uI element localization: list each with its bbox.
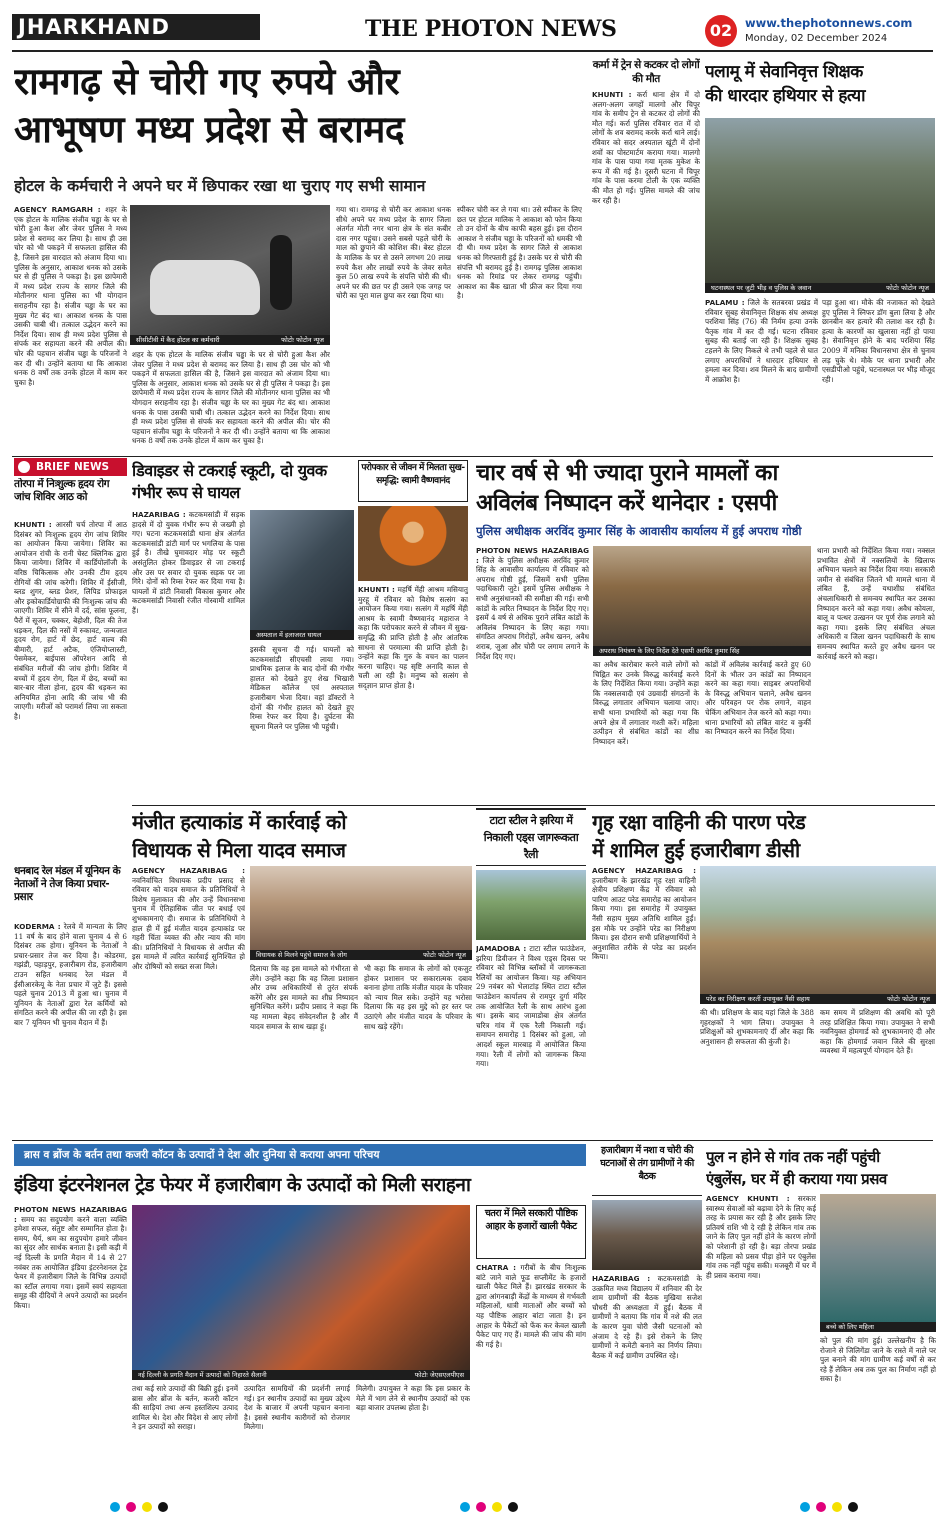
sp-headline: चार वर्ष से भी ज्यादा पुराने मामलों का अविलंब निष्पादन करें थानेदार : एसपी [476,460,778,516]
sp-photo-caption: अपराध नियंत्रण के लिए निर्देश देते एसपी अरविंद कुमार सिंह [593,646,811,656]
palamu-body-col2: पड़ा हुआ था। मौके की नजाकत को देखते हुए पुलिस ने स्निफर डॉग बुला लिया है और छानबीन कर हत्यारे की तलाश कर रही है। हत्या के कारणों का खुलासा नहीं हो पाया है। सेवानिवृत्त होने के बाद परशिया सिंह 2009 में मनिका विधानसभा क्षेत्र से चुनाव लड़ चुके थे। मौके पर थाना प्रभारी और एसडीपीओ पहुंचे, घटनास्थल पर भीड़ मौजूद रही। [822,298,935,384]
registration-mark-magenta-3 [816,1502,826,1512]
tata-headline: टाटा स्टील ने झरिया में निकाली एड्स जागरूकता रैली [483,814,579,861]
registration-mark-yellow-2 [492,1502,502,1512]
chatra-headline: चतरा में मिले सरकारी पौष्टिक आहार के हजारों खाली पैकेट [484,1208,578,1232]
lead-body-col4: स्पीकर चोरी कर ले गया था। उसे स्पीकर के लिए छत पर होटल मालिक ने आकाश को फोन किया तो उन दोनों के बीच काफी बहस हुई। इस दौरान आकाश ने संजीव चड्ढा के परिजनों को धमकी भी दी थी। मध्य प्रदेश के सागर जिले से आकाश धनक को गिरफ्तारी हुई है। उसके घर से चोरी की संपत्ति भी बरामद हुई है। रामगढ़ पुलिस आकाश धनक को रिमांड पर लेकर रामगढ़ पहुंची। आकाश का बैंक खाता भी फ्रीज कर दिया गया है। [457,205,582,301]
registration-mark-cyan-2 [460,1502,470,1512]
swami-headline: परोपकार से जीवन में मिलता सुख-समृद्धि: स्वामी वैष्णवानंद [361,463,465,486]
page-number: 02 [709,21,733,40]
brief-news-icon [18,461,30,473]
manjit-headline: मंजीत हत्याकांड में कार्रवाई को विधायक से मिला यादव समाज [132,810,347,862]
divider-body-col2: इसकी सूचना दी गई। घायलों को कटकमसांडी सीएचसी लाया गया। प्राथमिक इलाज के बाद दोनों की गंभीर हालत को देखते हुए शेख भिखारी मेडिकल कॉलेज एवं अस्पताल हजारीबाग भेजा दिया। वहां डॉक्टरों ने दोनों की गंभीर हालत को देखते हुए रिम्स रेफर कर दिया है। दुर्घटना की सूचना मिलने पर पुलिस भी पहुंची। [250,645,354,731]
lead-body [14,205,127,455]
swami-headline-box [358,460,468,502]
bridge-body-col2: को पुल की मांग हुई। उल्लेखनीय है कि रोजाने से जिलिगेंडा जाने के रास्ते में नाले पर पुल बनाने की मांग ग्रामीण कई वर्षों से कर रहे हैं लेकिन अब तक पुल का निर्माण नहीं हो सका है। [820,1336,936,1384]
trade-fair-body-col3: उत्पादित सामग्रियों की प्रदर्शनी लगाई गई। इन स्थानीय उत्पादों का मुख्य उद्देश्य देश के बाजार में अपनी पहचान बनाना है। इससे स्थानीय कारीगरों को रोजगार मिलेगा। [244,1384,350,1432]
manjit-body-col3: भी कहा कि समाज के लोगों को एकजुट होकर प्रशासन पर सकारात्मक दबाव बनाना होगा ताकि मंजीत यादव के परिवार को न्याय मिल सके। उन्होंने यह भरोसा दिलाया कि वह इस मुद्दे को हर स्तर पर उठाएंगे और मंजीत यादव के परिवार के साथ खड़े रहेंगे। [364,964,472,1031]
tata-headline-box [476,808,586,866]
manjit-body-col1: AGENCY HAZARIBAG : नवनिर्वाचित विधायक प्रदीप प्रसाद से रविवार को यादव समाज के प्रतिनिधियों ने विशेष मुलाकात की और उन्हें विधानसभा चुनाव में ऐतिहासिक जीत पर बधाई एवं शुभकामनाएं दी। समाज के प्रतिनिधियों ने हाल ही में हुई मंजीत यादव हत्याकांड पर गहरी चिंता व्यक्त की और न्याय की मांग की। प्रतिनिधियों ने विधायक से अपील की इस मामले में त्वरित कार्रवाई सुनिश्चित हो और दोषियों को सख्त सजा मिले। [132,866,245,971]
lead-headline-line2: आभूषण मध्य प्रदेश से बरामद [14,108,404,151]
masthead-rule [12,50,933,52]
palamu-headline: पलामू में सेवानिवृत्त शिक्षक की धारदार हथियार से हत्या [705,62,866,106]
lead-body-col3: गया था। रामगढ़ से चोरी कर आकाश धनक सीधे अपने घर मध्य प्रदेश के सागर जिला अंतर्गत मोती नगर थाना क्षेत्र के संत कबीर दास नगर पहुंचा। उसने सबसे पहले चोरी के माल को छुपाने की कोशिश की। बेस्ट होटल के मालिक के घर से उसने लगभग 20 लाख रुपये कैश और लाखों रुपये के जेवर समेत कुल 50 लाख रुपये के संपत्ति चोरी की थी। अपने घर की छत पर ही उसने एक जगह पर चोरी का पूरा माल छुपा कर रखा दिया था। [336,205,451,301]
trade-fair-photo-caption: नई दिल्ली के प्रगति मैदान में उत्पादों को निहारते सैलानी फोटोः जेएसएलपीएस [132,1370,470,1380]
dhanbad-body: KODERMA : रेलवे में मान्यता के लिए 11 वर्ष के बाद होने वाला चुनाव 4 से 6 दिसंबर तक होगा। यूनियन के नेताओं ने प्रचार-प्रसार तेज कर दिया है। कोडरमा, गझंडी, पहाड़पुर, हजारीबाग रोड, हजारीबाग टाउन सहित धनबाद रेल मंडल में ईसीआरकेयू के नेता प्रचार में जुटे हैं। इससे पहले चुनाव 2013 में हुआ था। चुनाव में यूनियन के नेताओं द्वारा रेल कर्मियों को संगठित करने की अपील की जा रही है। इस बार 7 यूनियन भी चुनाव मैदान में हैं। [14,922,127,1027]
chatra-body: CHATRA : गरीबों के बीच निःशुल्क बांटे जाने वाले फूड सप्लीमेंट के हजारों खाली पैकेट मिले हैं। झारखंड सरकार के द्वारा आंगनबाड़ी केंद्रों के माध्यम से गर्भवती महिलाओं, धात्री माताओं और बच्चों को यह पौष्टिक आहार बांटा जाता है। इन आहार के पैकेटों को फेंक कर केवल खाली पैकेट पाए गए हैं। मामले की जांच की मांग की गई है। [476,1263,586,1349]
bridge-photo [820,1194,936,1322]
parade-headline: गृह रक्षा वाहिनी की पारण परेड में शामिल हुई हजारीबाग डीसी [592,810,806,862]
section-label-box [12,14,260,40]
palamu-body-col1: PALAMU : जिले के सतबरवा प्रखंड में रविवार सुबह सेवानिवृत्त शिक्षक संघ अध्यक्ष परशिया सिंह (76) की निर्मम हत्या उनके पैतृक गांव में कर दी गई। घटना रविवार सुबह की बताई जा रही है। शिक्षक सुबह टहलने के लिए निकले थे तभी पहले से घात लगाए अपराधियों ने धारदार हथियार से हमला कर दिया। शव मिलने के बाद ग्रामीणों में आक्रोश है। [705,298,818,384]
registration-mark-black-2 [508,1502,518,1512]
train-body: KHUNTI : कर्रा थाना क्षेत्र में दो अलग-अलग जगहों मालगो और चिपूर गांव के समीप ट्रेन से कटकर दो लोगों की मौत गई। कर्रा पुलिस रविवार रात में दो लोगों के शव बरामद करके कर्रा थाने लाई। रविवार को सदर अस्पताल खूंटी में दोनों शवों का पोस्टमार्टम कराया गया। मालगो गांव के पास पाया गया मृतक मुकेश के रूप में की गई है। दूसरी घटना में चिपूर गांव के पास करमा टोली के एक व्यक्ति की मौत हो गई। पुलिस मामले की जांच कर रही है। [592,90,700,205]
divider-headline: डिवाइडर से टकराई स्कूटी, दो युवक गंभीर रूप से घायल [132,461,327,502]
sp-subhead: पुलिस अधीक्षक अरविंद कुमार सिंह के आवासीय कार्यालय में हुई अपराध गोष्ठी [476,524,802,538]
parade-body-col3: कम समय में प्रशिक्षण की अवधि को पूरी तरह प्रशिक्षित किया गया। उपायुक्त ने सभी नवनियुक्त होमगार्ड को शुभकामनाएं दी और कहा कि होमगार्ड जवान जिले की सुरक्षा व्यवस्था में महत्वपूर्ण योगदान देते हैं। [820,1008,935,1056]
website-link[interactable]: www.thephotonnews.com [745,16,913,30]
manjit-body-col2: दिलाया कि वह इस मामले को गंभीरता से लेंगे। उन्होंने कहा कि वह जिला प्रशासन और उच्च अधिकारियों से तुरंत संपर्क करेंगे और इस मामले का शीघ्र निष्पादन सुनिश्चित करेंगे। प्रदीप प्रसाद ने कहा कि यह मामला बेहद संवेदनशील है और मैं यादव समाज के साथ खड़ा हूं। [250,964,358,1031]
sp-body-col1: PHOTON NEWS HAZARIBAG : जिले के पुलिस अधीक्षक अरविंद कुमार सिंह के आवासीय कार्यालय में रविवार को अपराध गोष्ठी हुई, जिसमें सभी पुलिस पदाधिकारी जुटे। इसमें पुलिस अधीक्षक ने सभी अनुसंधानकों की समीक्षा की गई। सभी कांडों के त्वरित निष्पादन के निर्देश दिए गए। इसमें 4 वर्ष से अधिक पुराने लंबित कांडों के अविलंब निष्पादन के लिए कहा गया। संगठित अपराध गिरोहों, अवैध खनन, अवैध शराब, जुआ और चोरी पर लगाम लगाने के निर्देश दिए गए। [476,546,589,661]
tata-photo [476,870,586,940]
brief-news-label-box [14,458,127,476]
parade-photo [700,866,936,994]
registration-mark-cyan [110,1502,120,1512]
palamu-photo [705,118,935,283]
registration-mark-yellow-3 [832,1502,842,1512]
divider-body-col1: HAZARIBAG : कटकमसांडी में सड़क हादसे में दो युवक गंभीर रूप से जख्मी हो गए। घटना कटकमसांडी थाना क्षेत्र अंतर्गत कटकमसांडी डांटी मार्ग पर भगलिया के पास हुई है। तीखे घुमावदार मोड़ पर स्कूटी असंतुलित होकर डिवाइडर से जा टकराई और उस पर सवार दो युवक सड़क पर जा गिरे। दोनों को रिम्स रेफर कर दिया गया है। घायलों में डांटी निवासी विकास कुमार और कटकमसांडी निवासी रंजीत गोस्वामी शामिल हैं। [132,510,245,615]
person-shape [270,235,292,310]
divider-photo [250,510,354,630]
registration-mark-magenta [126,1502,136,1512]
parade-body-col1: AGENCY HAZARIBAG : हजारीबाग के झारखंड गृह रक्षा वाहिनी क्षेत्रीय प्रशिक्षण केंद्र में रविवार को पारिण आउट परेड समारोह का आयोजन किया गया। इस समारोह में उपायुक्त नैंसी सहाय मुख्य अतिथि शामिल हुईं। इस मौके पर उन्होंने परेड का निरीक्षण किया। इस दौरान सभी प्रशिक्षणार्थियों ने अनुशासित तरीके से परेड का प्रदर्शन किया। [592,866,696,962]
brief-body: KHUNTI : आरसी चर्च तोरपा में आठ दिसंबर को निःशुल्क हृदय रोग जांच शिविर का आयोजन किया जायेगा। शिविर का आयोजन रांची के रानी चेस्ट क्लिनिक द्वारा किया जायेगा। शिविर में कार्डियोलॉजी के वरिष्ठ चिकित्सक और उनकी टीम हृदय रोगियों की जांच करेगी। शिविर में ईसीजी, ब्लड शुगर, ब्लड प्रेशर, लिपिड प्रोफाइल और इकोकार्डियोग्राफी की निःशुल्क जांच की जाएगी। शिविर में सीने में दर्द, सांस फूलना, पैरों में सूजन, चक्कर, बेहोशी, दिल की तेज धड़कन, दिल की नसों में रुकावट, जन्मजात हृदय रोग, हार्ट में छेद, हार्ट वाल्व की बीमारी, हार्ट अटैक, एंजियोप्लास्टी, पेसमेकर, बाईपास ऑपरेशन आदि से संबंधित मरीजों की जांच होगी। शिविर में बच्चों में हृदय रोग, दिल में छेद, बच्चों का बार-बार नीला होना, हृदय की धड़कन का अनियमित होना आदि की जांच भी की जाएगी। मरीजों को परामर्श लिया जा सकता है। [14,520,127,721]
train-headline: कर्मा में ट्रेन से कटकर दो लोगों की मौत [592,59,700,85]
lead-headline [14,58,589,154]
brief-headline: तोरपा में निःशुल्क हृदय रोग जांच शिविर आठ को [14,478,110,503]
trade-fair-headline: इंडिया इंटरनेशनल ट्रेड फेयर में हजारीबाग के उत्पादों को मिली सराहना [14,1174,471,1196]
section-rule-1 [12,456,933,457]
registration-mark-magenta-2 [476,1502,486,1512]
nasha-headline-box [592,1144,702,1196]
tata-body: JAMADOBA : टाटा स्टील फाउंडेशन, झरिया डिवीजन ने विश्व एड्स दिवस पर रविवार को विभिन्न ब्लॉकों में जागरूकता रैलियों का आयोजन किया। यह अभियान 29 नवंबर को भेलाटांड़ स्थित टाटा स्टील फाउंडेशन कार्यालय से रामपुर दुर्गा मंदिर तक आयोजित रैली के साथ आरंभ हुआ था। इसके बाद जामाडोबा क्षेत्र अंतर्गत चरित्र गांव में एक रैली निकाली गई। समापन समारोह 1 दिसंबर को हुआ, जो आदर्श स्कूल मारबाड़ में आयोजित किया गया। रैली में लोगों को जागरूक किया गया। [476,944,586,1069]
nasha-body: HAZARIBAG : कटकमसांडी के उत्क्रमित मध्य विद्यालय में शनिवार की देर शाम ग्रामीणों की बैठक मुखिया सजेश चौधरी की अध्यक्षता में हुई। बैठक में ग्रामीणों ने बताया कि गांव में नशे की लत के कारण युवा चोरी जैसी घटनाओं को अंजाम दे रहे हैं। इसे रोकने के लिए ग्रामीणों ने कमेटी बनाने का निर्णय लिया। बैठक में कई ग्रामीण उपस्थित रहे। [592,1274,702,1360]
sp-body-col2: का अवैध कारोबार करने वाले लोगों को चिह्नित कर उनके विरुद्ध कार्रवाई करने के लिए निर्देशित किया गया। उन्होंने कहा कि नक्सलवादी एवं उग्रवादी संगठनों के विरुद्ध लगातार अभियान चलाया जाए। सभी थाना प्रभारियों को कहा गया कि अपने क्षेत्र में लगातार गश्ती करें। महिला उत्पीड़न से संबंधित कांडों का शीघ्र निष्पादन करें। [593,660,699,746]
registration-mark-black-3 [848,1502,858,1512]
swami-body: KHUNTI : महर्षि मेंही आश्रम मसियातु मुरहू में रविवार को विशेष सत्संग का आयोजन किया गया। सत्संग में महर्षि मेंही आश्रम के स्वामी वैष्णवानंद महाराज ने कहा कि परोपकार करने से जीवन में सुख-समृद्धि की प्राप्ति होती है और आंतरिक साधना से परमात्मा की प्राप्ति होती है। उन्होंने कहा कि गुरु के वचन का पालन करना चाहिए। यह सृष्टि अनादि काल से चली आ रही है। मनुष्य को सत्संग से सद्ज्ञान प्राप्त होता है। [358,585,468,690]
bridge-headline: पुल न होने से गांव तक नहीं पहुंची एंबुलेंस, घर में ही कराया गया प्रसव [706,1148,887,1188]
cctv-photo-caption: सीसीटीवी में कैद होटल का कर्मचारी फोटोः फोटोन न्यूज [130,335,330,345]
print-registration-strip [0,1500,945,1514]
parade-photo-caption: परेड का निरीक्षण करतीं उपायुक्त नैंसी सहाय फोटोः फोटोन न्यूज [700,994,936,1004]
section-rule-3 [12,1140,933,1141]
divider-photo-caption: अस्पताल में इलाजरत घायल [250,630,354,640]
registration-mark-cyan-3 [800,1502,810,1512]
registration-mark-black [158,1502,168,1512]
bridge-body-col1: AGENCY KHUNTI : सरकार स्वास्थ्य सेवाओं को बढ़ावा देने के लिए कई तरह के प्रयास कर रही है और इसके लिए प्रतिवर्ष राशि भी दे रही है लेकिन गांव तक जाने के लिए पुल नहीं होने के कारण लोगों को परेशानी हो रही है। बड़ा तोरपा प्रखंड की महिला को प्रसव पीड़ा होने पर एंबुलेंस गांव तक नहीं पहुंच सकी। मजबूरी में घर में ही प्रसव कराया गया। [706,1194,816,1280]
lead-subhead: होटल के कर्मचारी ने अपने घर में छिपाकर रखा था चुराए गए सभी सामान [14,177,426,195]
masthead [0,0,945,52]
nasha-headline: हजारीबाग में नशा व चोरी की घटनाओं से तंग ग्रामीणों ने की बैठक [600,1145,694,1182]
issue-date: Monday, 02 December 2024 [745,33,888,44]
cctv-photo [130,205,330,345]
car-shape [150,260,260,315]
nasha-photo [592,1200,702,1270]
sp-body-col4: थाना प्रभारी को निर्देशित किया गया। नक्सल प्रभावित क्षेत्रों में नक्सलियों के खिलाफ अभियान चलाने का निर्देश दिया गया। सरकारी जमीन से संबंधित जितने भी मामले थाना में लंबित हैं, उन्हें यथाशीघ्र संबंधित अंचलाधिकारी से समन्वय स्थापित कर उसका निष्पादन करने को कहा गया। अवैध कोयला, बालू व पत्थर उत्खनन पर पूर्ण रोक लगाने को कहा गया। इसके लिए संबंधित अंचल अधिकारी व जिला खनन पदाधिकारी के साथ समन्वय स्थापित करते हुए अवैध खनन पर कार्रवाई करने को कहा। [817,546,935,661]
chatra-headline-box [476,1205,586,1259]
section-label: JHARKHAND [18,15,170,39]
palamu-photo-caption: घटनास्थल पर जुटी भीड़ व पुलिस के जवान फोटोः फोटोन न्यूज [705,283,935,293]
lead-body-col2: शहर के एक होटल के मालिक संजीव चड्ढा के घर से चोरी हुआ कैश और जेवर पुलिस ने मध्य प्रदेश से बरामद कर लिया है। साथ ही उस चोर को भी पकड़ने में सफलता हासिल की है, जिसने इस वारदात को अंजाम दिया था। पुलिस के अनुसार, आकाश धनक को उसके घर से ही पुलिस ने पकड़ा है। इस छापेमारी में मध्य प्रदेश राज्य के सागर जिले की मोतीनगर थाना पुलिस का भी योगदान सराहनीय रहा है। संजीव चड्ढा के घर का मुख्य गेट बंद था। आकाश धनक के पास उसकी चाबी थी। तत्काल उद्भेदन करने का निर्देश दिया। साथ ही मध्य प्रदेश पुलिस से संपर्क कर सहायता करने की अपील की। चोर की पहचान संजीव चड्ढा के परिजनों ने कर दी थी। उन्होंने बताया था कि आकाश धनक 8 वर्षों तक उनके होटल में काम कर चुका है। [132,350,330,446]
registration-mark-yellow [142,1502,152,1512]
brief-news-label: BRIEF NEWS [36,461,110,473]
lead-body-text: शहर के एक होटल के मालिक संजीव चड्ढा के घर से चोरी हुआ कैश और जेवर पुलिस ने मध्य प्रदेश से बरामद कर लिया है। साथ ही उस चोर को भी पकड़ने में सफलता हासिल की है, जिसने इस वारदात को अंजाम दिया था। पुलिस के अनुसार, आकाश धनक को उसके घर से ही पुलिस ने पकड़ा है। इस छापेमारी में मध्य प्रदेश राज्य के सागर जिले की मोतीनगर थाना पुलिस का भी योगदान सराहनीय रहा है। संजीव चड्ढा के घर का मुख्य गेट बंद था। आकाश धनक के पास उसकी चाबी थी। तत्काल उद्भेदन करने का निर्देश दिया। साथ ही मध्य प्रदेश पुलिस से संपर्क कर सहायता करने की अपील की। चोर की पहचान संजीव चड्ढा के परिजनों ने कर दी थी। उन्होंने बताया था कि आकाश धनक 8 वर्षों तक उनके होटल में काम कर चुका है। [14,205,127,387]
trade-fair-banner-text: ब्रास व ब्रोंज के बर्तन तथा कजरी कॉटन के उत्पादों ने देश और दुनिया से कराया अपना परिचय [24,1149,380,1161]
swami-photo [358,506,468,581]
trade-fair-body-col1: PHOTON NEWS HAZARIBAG : समय का सदुपयोग करने वाला व्यक्ति हमेशा सफल, संतुष्ट और सम्मानित होता है। समय, धैर्य, श्रम का सदुपयोग हमारे जीवन का सुंदर और सार्थक बनाता है। इसी कड़ी में नई दिल्ली के प्रगति मैदान में 14 से 27 नवंबर तक आयोजित इंडिया इंटरनेशनल ट्रेड फेयर में हजारीबाग जिले के विभिन्न उत्पादों का स्टॉल लगाया गया। इसमें स्वयं सहायता समूह की दीदियों ने अपने उत्पादों का प्रदर्शन किया। [14,1205,127,1310]
section-rule-2 [132,805,935,806]
sp-meeting-photo [593,546,811,646]
sp-body-col3: कांडों में अविलंब कार्रवाई करते हुए 60 दिनों के भीतर उन कांडों का निष्पादन करने का कहा गया। साइबर अपराधियों के विरुद्ध अभियान चलाने, अवैध खनन और परिवहन पर रोक लगाने, वाहन चेकिंग अभियान तेज करने को कहा गया। थाना प्रभारियों को लंबित वारंट व कुर्की का निष्पादन करने का निर्देश दिया। [705,660,811,737]
manjit-photo-caption: विधायक से मिलने पहुंचे समाज के लोग फोटोः फोटोन न्यूज [250,950,472,960]
trade-fair-body-col4: मिलेगी। उपायुक्त ने कहा कि इस प्रकार के मेले में भाग लेने से स्थानीय उत्पादों को एक बड़ा बाजार उपलब्ध होता है। [356,1384,470,1413]
lead-byline: AGENCY RAMGARH : [14,205,101,214]
trade-fair-banner [14,1144,586,1166]
lead-headline-line1: रामगढ़ से चोरी गए रुपये और [14,60,400,103]
trade-fair-body-col2: तथा कई सारे उत्पादों की बिक्री हुई। इनमें ब्रास और ब्रोंज के बर्तन, कजरी कॉटन की साड़ियां तथा अन्य हस्तशिल्प उत्पाद शामिल थे। देश और विदेश से आए लोगों ने इन उत्पादों को सराहा। [132,1384,238,1432]
bridge-photo-caption: बच्चे को लिए महिला [820,1322,936,1332]
trade-fair-photo [132,1205,470,1370]
paper-name: THE PHOTON NEWS [365,16,617,42]
manjit-photo [250,866,472,960]
page-number-badge [705,15,737,47]
dhanbad-headline: धनबाद रेल मंडल में यूनियन के नेताओं ने तेज किया प्रचार-प्रसार [14,865,121,903]
parade-body-col2: की थी। प्रशिक्षण के बाद यहां जिले के 388 गृहरक्षकों ने भाग लिया। उपायुक्त ने प्रशिक्षुओं को शुभकामनाएं दीं और कहा कि अनुशासन ही सफलता की कुंजी है। [700,1008,814,1046]
